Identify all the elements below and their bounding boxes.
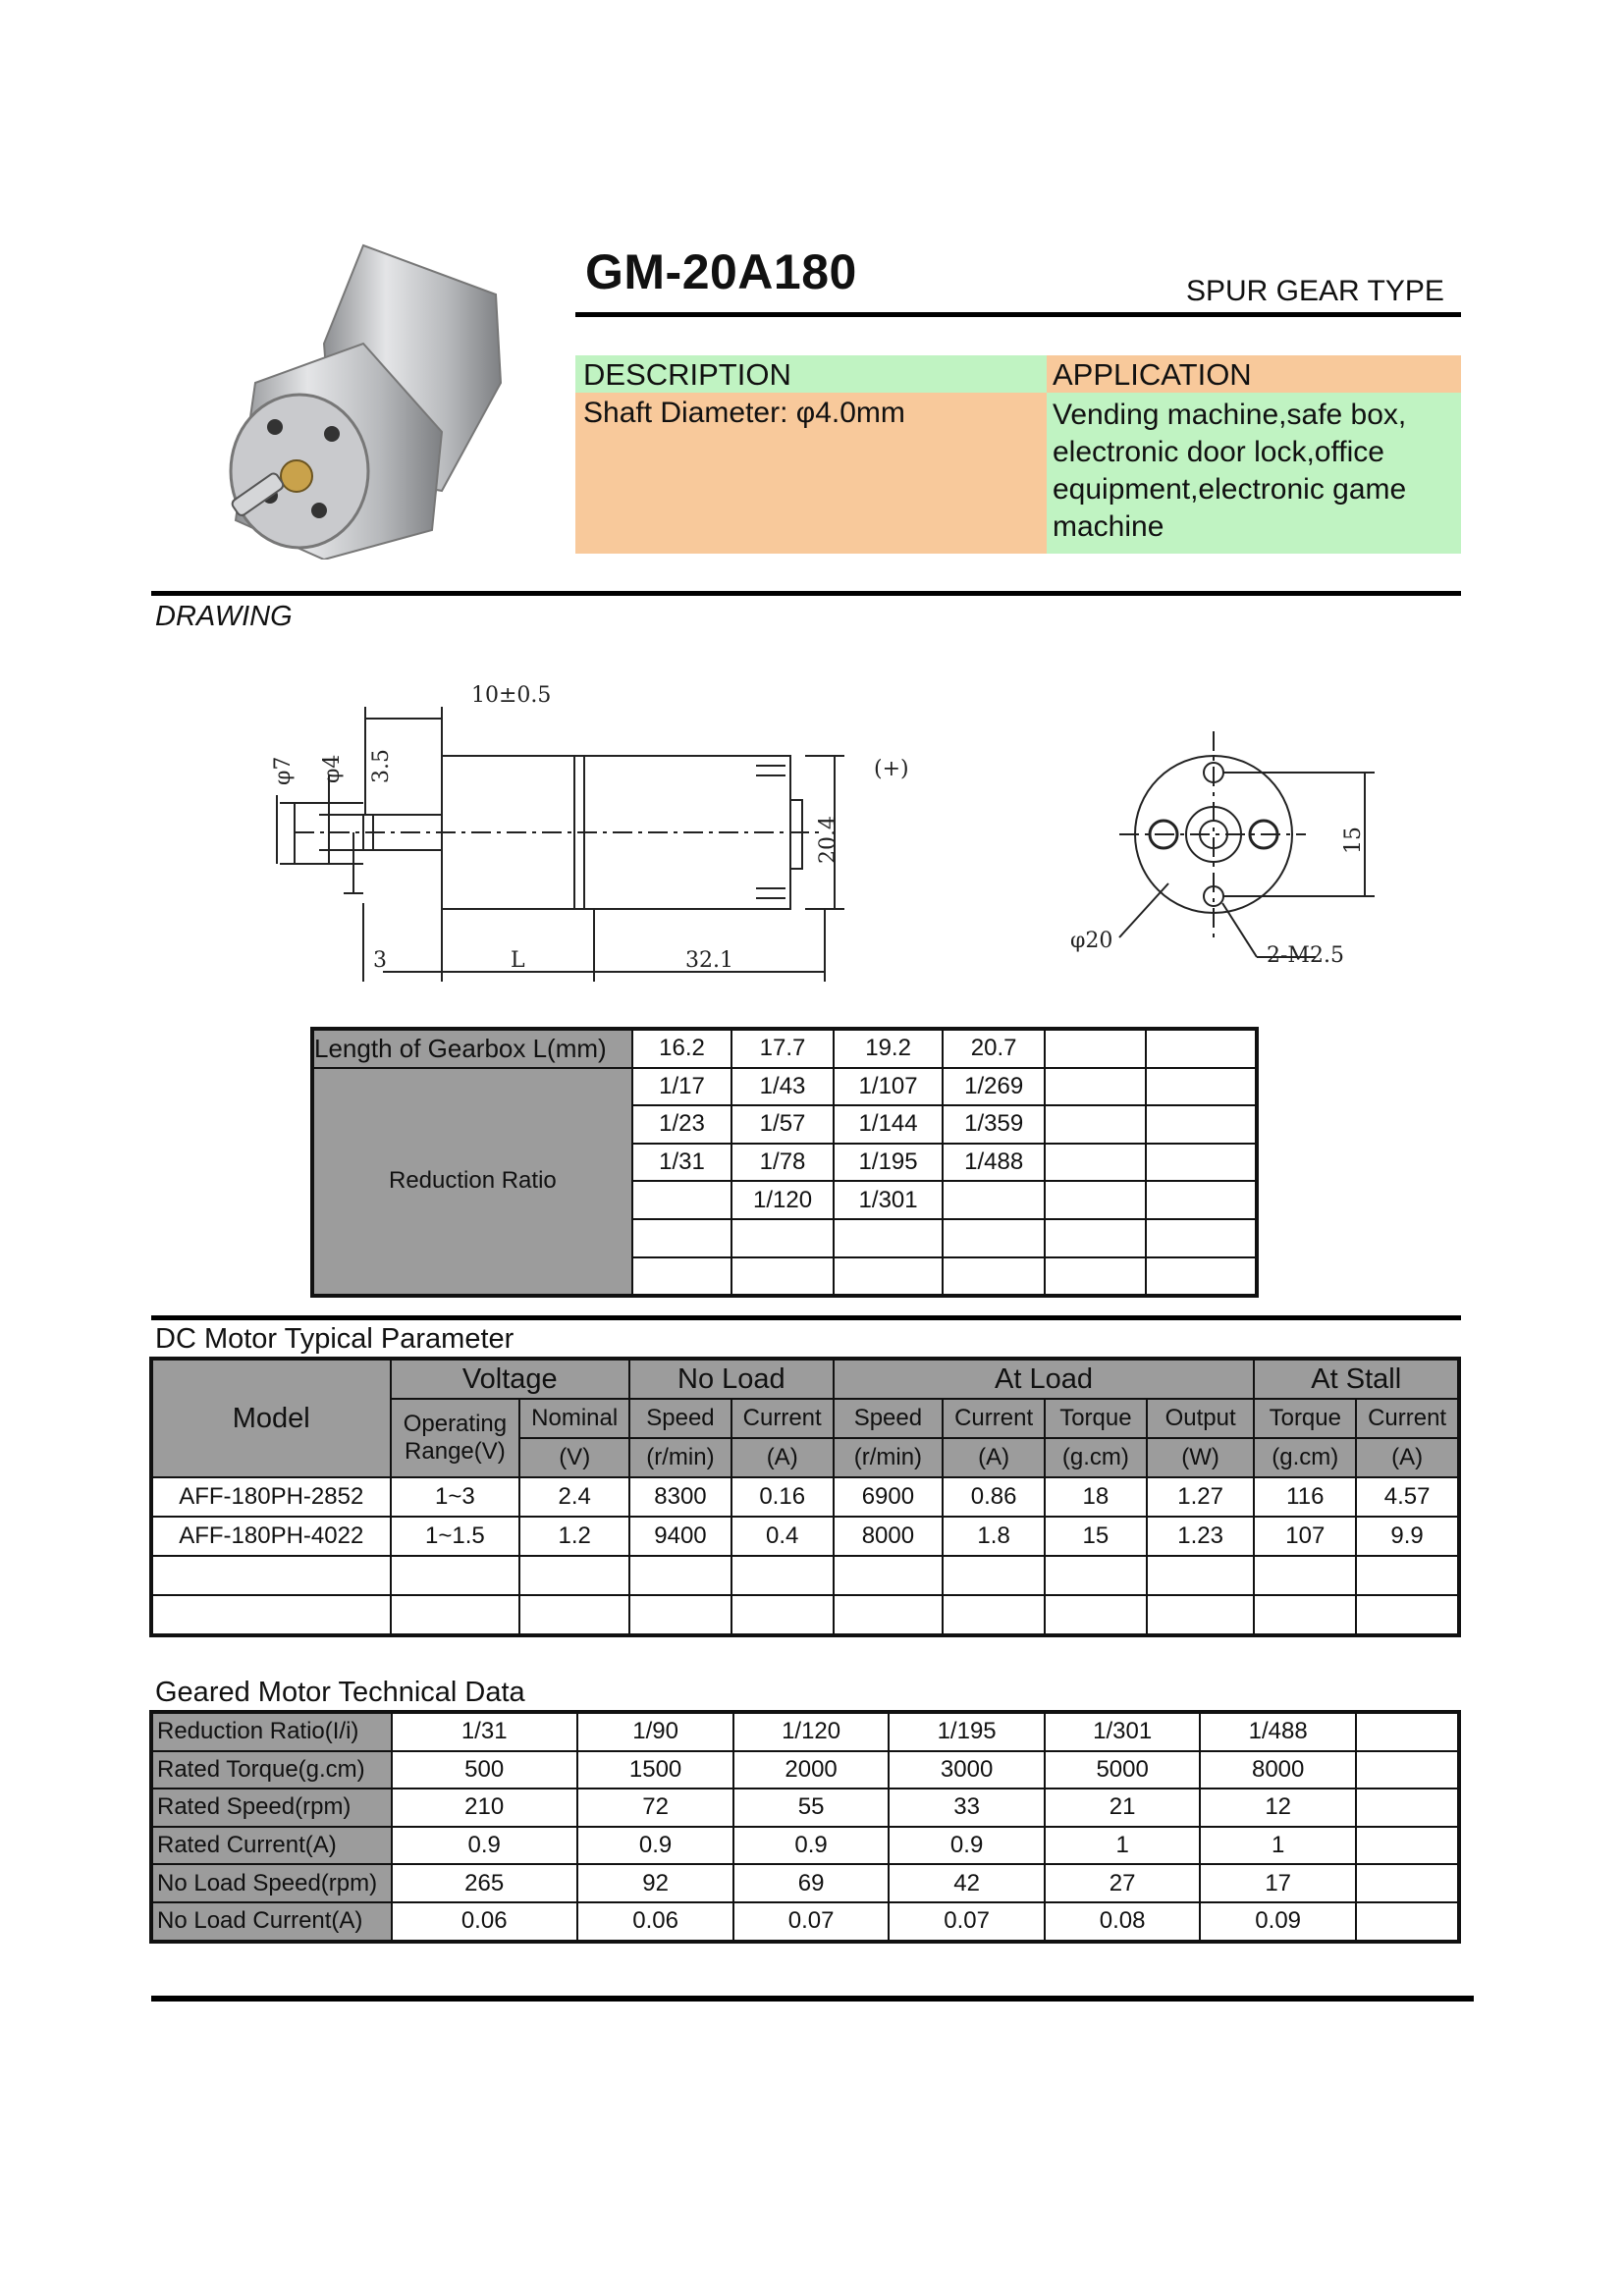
dc-cell — [731, 1595, 834, 1635]
tech-cell: 12 — [1200, 1789, 1357, 1827]
tech-cell — [1356, 1712, 1459, 1751]
ratio-cell — [632, 1181, 731, 1219]
tech-cell: 72 — [577, 1789, 733, 1827]
sub-header: Current — [1356, 1399, 1459, 1438]
tech-cell: 1/31 — [392, 1712, 577, 1751]
gearbox-length-cell: 16.2 — [632, 1029, 731, 1068]
tech-cell: 3000 — [889, 1751, 1046, 1789]
ratio-cell — [632, 1257, 731, 1297]
gearbox-length-label: Length of Gearbox L(mm) — [312, 1029, 632, 1068]
dc-cell: 2.4 — [519, 1477, 629, 1517]
table-row — [151, 1864, 1459, 1902]
ratio-cell: 1/23 — [632, 1105, 731, 1144]
ratio-cell: 1/78 — [731, 1144, 834, 1182]
tech-label: Rated Speed(rpm) — [151, 1789, 392, 1827]
ratio-cell — [1045, 1068, 1146, 1106]
ratio-cell — [731, 1219, 834, 1257]
ratio-cell: 1/107 — [834, 1068, 944, 1106]
table-row — [151, 1827, 1459, 1865]
dc-cell — [1356, 1595, 1459, 1635]
tech-cell: 0.9 — [889, 1827, 1046, 1865]
dc-parameter-table — [149, 1357, 1461, 1637]
dc-cell: 116 — [1254, 1477, 1356, 1517]
dc-cell: 107 — [1254, 1517, 1356, 1556]
at-load-header: At Load — [834, 1359, 1255, 1399]
dc-cell — [1045, 1556, 1147, 1595]
no-load-header: No Load — [629, 1359, 834, 1399]
gearbox-length-cell — [1146, 1029, 1257, 1068]
ratio-cell: 1/31 — [632, 1144, 731, 1182]
dc-cell: 1.2 — [519, 1517, 629, 1556]
ratio-cell: 1/43 — [731, 1068, 834, 1106]
tech-label: No Load Speed(rpm) — [151, 1864, 392, 1902]
table-row — [151, 1712, 1459, 1751]
voltage-header: Voltage — [391, 1359, 630, 1399]
tech-label: Reduction Ratio(I/i) — [151, 1712, 392, 1751]
ratio-cell — [943, 1219, 1045, 1257]
gearbox-length-cell: 17.7 — [731, 1029, 834, 1068]
dc-section-title: DC Motor Typical Parameter — [155, 1323, 514, 1355]
tech-label: Rated Torque(g.cm) — [151, 1751, 392, 1789]
dc-cell: 9400 — [629, 1517, 731, 1556]
dc-cell: 1.8 — [943, 1517, 1045, 1556]
gearbox-table — [310, 1027, 1259, 1298]
header-rule — [575, 312, 1461, 317]
tech-cell: 1/301 — [1045, 1712, 1200, 1751]
ratio-cell: 1/301 — [834, 1181, 944, 1219]
dc-cell — [629, 1556, 731, 1595]
drawing-label: DRAWING — [155, 601, 293, 632]
dc-cell: 18 — [1045, 1477, 1147, 1517]
dim-32-1: 32.1 — [685, 948, 733, 973]
section-rule — [151, 591, 1461, 596]
sub-header: Torque — [1045, 1399, 1147, 1438]
tech-cell: 1/90 — [577, 1712, 733, 1751]
ratio-cell: 1/144 — [834, 1105, 944, 1144]
tech-cell: 0.09 — [1200, 1902, 1357, 1942]
geared-motor-table — [149, 1710, 1461, 1944]
unit-header: (g.cm) — [1254, 1438, 1356, 1477]
dim-L: L — [511, 948, 525, 973]
tech-cell: 55 — [733, 1789, 889, 1827]
unit-header: (V) — [519, 1438, 629, 1477]
dc-cell — [1254, 1556, 1356, 1595]
tech-cell: 1 — [1200, 1827, 1357, 1865]
range-label: Range(V) — [405, 1438, 506, 1465]
dim-shaft-length: 10±0.5 — [471, 683, 552, 708]
application-line: Vending machine,safe box, — [1053, 399, 1407, 431]
table-row — [151, 1595, 1459, 1635]
dc-cell — [151, 1556, 391, 1595]
tech-cell: 33 — [889, 1789, 1046, 1827]
unit-header: (A) — [943, 1438, 1045, 1477]
dc-cell: AFF-180PH-4022 — [151, 1517, 391, 1556]
unit-header: (A) — [1356, 1438, 1459, 1477]
dc-cell: 1~3 — [391, 1477, 520, 1517]
tech-cell: 0.06 — [577, 1902, 733, 1942]
dc-cell: 1.27 — [1147, 1477, 1255, 1517]
dc-cell — [834, 1556, 944, 1595]
ratio-cell — [943, 1257, 1045, 1297]
application-line: electronic door lock,office — [1053, 436, 1384, 468]
unit-header: (g.cm) — [1045, 1438, 1147, 1477]
dc-cell — [1356, 1556, 1459, 1595]
dim-d7: φ7 — [271, 756, 296, 785]
ratio-cell: 1/488 — [943, 1144, 1045, 1182]
ratio-cell — [1045, 1181, 1146, 1219]
tech-cell: 0.06 — [392, 1902, 577, 1942]
tech-cell: 1/488 — [1200, 1712, 1357, 1751]
dc-cell — [519, 1595, 629, 1635]
unit-header: (W) — [1147, 1438, 1255, 1477]
sub-header: Output — [1147, 1399, 1255, 1438]
description-heading: DESCRIPTION — [575, 355, 1047, 393]
ratio-cell — [632, 1219, 731, 1257]
tech-cell: 1 — [1045, 1827, 1200, 1865]
tech-label: Rated Current(A) — [151, 1827, 392, 1865]
ratio-cell — [1045, 1219, 1146, 1257]
tech-cell: 92 — [577, 1864, 733, 1902]
tech-cell: 0.9 — [733, 1827, 889, 1865]
dc-cell — [731, 1556, 834, 1595]
ratio-cell — [1146, 1068, 1257, 1106]
dc-cell: 0.86 — [943, 1477, 1045, 1517]
application-heading: APPLICATION — [1047, 355, 1461, 393]
unit-header: (r/min) — [629, 1438, 731, 1477]
gearbox-length-cell: 19.2 — [834, 1029, 944, 1068]
operating-label: Operating — [403, 1411, 508, 1437]
product-type: SPUR GEAR TYPE — [1186, 275, 1444, 307]
dim-3: 3 — [373, 948, 387, 973]
tech-cell: 8000 — [1200, 1751, 1357, 1789]
dim-d20: φ20 — [1070, 929, 1113, 953]
tech-section-title: Geared Motor Technical Data — [155, 1677, 525, 1708]
ratio-cell — [1146, 1105, 1257, 1144]
tech-cell: 2000 — [733, 1751, 889, 1789]
dc-cell: 0.16 — [731, 1477, 834, 1517]
tech-cell: 0.9 — [392, 1827, 577, 1865]
dim-15: 15 — [1341, 827, 1366, 854]
tech-cell: 17 — [1200, 1864, 1357, 1902]
dc-cell — [151, 1595, 391, 1635]
tech-cell — [1356, 1751, 1459, 1789]
ratio-cell: 1/195 — [834, 1144, 944, 1182]
dim-20-4: 20.4 — [816, 816, 840, 864]
dc-cell — [943, 1595, 1045, 1635]
ratio-cell — [834, 1257, 944, 1297]
footer-rule — [151, 1996, 1474, 2002]
dim-m2-5: 2-M2.5 — [1267, 943, 1344, 968]
dc-cell: 8300 — [629, 1477, 731, 1517]
tech-cell — [1356, 1864, 1459, 1902]
tech-cell: 69 — [733, 1864, 889, 1902]
operating-range-header — [391, 1399, 520, 1477]
dc-cell: 6900 — [834, 1477, 944, 1517]
technical-drawing — [196, 667, 1434, 1001]
ratio-cell — [834, 1219, 944, 1257]
sub-header: Current — [731, 1399, 834, 1438]
dc-cell: 1~1.5 — [391, 1517, 520, 1556]
ratio-cell — [731, 1257, 834, 1297]
description-text: Shaft Diameter: φ4.0mm — [575, 393, 1047, 554]
application-line: equipment,electronic game — [1053, 473, 1407, 506]
dim-3-5: 3.5 — [369, 749, 394, 783]
tech-cell: 42 — [889, 1864, 1046, 1902]
ratio-cell — [1146, 1181, 1257, 1219]
dc-cell — [1254, 1595, 1356, 1635]
ratio-cell — [1146, 1219, 1257, 1257]
tech-cell: 21 — [1045, 1789, 1200, 1827]
sub-header: Speed — [834, 1399, 944, 1438]
ratio-cell: 1/57 — [731, 1105, 834, 1144]
ratio-cell — [1045, 1257, 1146, 1297]
dc-cell — [943, 1556, 1045, 1595]
sub-header: Speed — [629, 1399, 731, 1438]
reduction-ratio-label: Reduction Ratio — [312, 1068, 632, 1297]
dc-cell — [391, 1556, 520, 1595]
table-row — [151, 1751, 1459, 1789]
tech-label: No Load Current(A) — [151, 1902, 392, 1942]
dc-cell — [834, 1595, 944, 1635]
tech-cell: 0.9 — [577, 1827, 733, 1865]
page-title: GM-20A180 — [585, 244, 857, 299]
dc-cell: 9.9 — [1356, 1517, 1459, 1556]
dim-d4: φ4 — [320, 754, 345, 783]
ratio-cell: 1/359 — [943, 1105, 1045, 1144]
tech-cell: 1/120 — [733, 1712, 889, 1751]
tech-cell: 0.07 — [733, 1902, 889, 1942]
tech-cell: 1500 — [577, 1751, 733, 1789]
application-line: machine — [1053, 510, 1164, 543]
dc-cell: AFF-180PH-2852 — [151, 1477, 391, 1517]
at-stall-header: At Stall — [1254, 1359, 1459, 1399]
table-row — [151, 1902, 1459, 1942]
dc-cell — [1045, 1595, 1147, 1635]
tech-cell: 27 — [1045, 1864, 1200, 1902]
dc-cell — [391, 1595, 520, 1635]
section-rule — [151, 1315, 1461, 1320]
tech-cell: 1/195 — [889, 1712, 1046, 1751]
dc-cell: 8000 — [834, 1517, 944, 1556]
dc-cell: 0.4 — [731, 1517, 834, 1556]
gearbox-length-cell — [1045, 1029, 1146, 1068]
dc-cell — [1147, 1595, 1255, 1635]
sub-header: Nominal — [519, 1399, 629, 1438]
dc-cell — [629, 1595, 731, 1635]
model-header: Model — [151, 1359, 391, 1477]
sub-header: Current — [943, 1399, 1045, 1438]
ratio-cell — [1045, 1105, 1146, 1144]
sub-header: Torque — [1254, 1399, 1356, 1438]
tech-cell — [1356, 1827, 1459, 1865]
ratio-cell: 1/269 — [943, 1068, 1045, 1106]
unit-header: (r/min) — [834, 1438, 944, 1477]
motor-photo — [216, 236, 511, 560]
tech-cell: 210 — [392, 1789, 577, 1827]
tech-cell: 500 — [392, 1751, 577, 1789]
dc-cell — [519, 1556, 629, 1595]
ratio-cell: 1/17 — [632, 1068, 731, 1106]
table-row — [151, 1556, 1459, 1595]
dc-cell — [1147, 1556, 1255, 1595]
dim-plus: (+) — [874, 757, 909, 781]
dc-cell: 4.57 — [1356, 1477, 1459, 1517]
table-row — [151, 1517, 1459, 1556]
gearbox-length-cell: 20.7 — [943, 1029, 1045, 1068]
dc-cell: 15 — [1045, 1517, 1147, 1556]
tech-cell: 0.08 — [1045, 1902, 1200, 1942]
ratio-cell: 1/120 — [731, 1181, 834, 1219]
tech-cell — [1356, 1902, 1459, 1942]
dc-cell: 1.23 — [1147, 1517, 1255, 1556]
application-text — [1047, 393, 1461, 554]
unit-header: (A) — [731, 1438, 834, 1477]
ratio-cell — [943, 1181, 1045, 1219]
tech-cell — [1356, 1789, 1459, 1827]
tech-cell: 5000 — [1045, 1751, 1200, 1789]
ratio-cell — [1146, 1144, 1257, 1182]
table-row — [151, 1477, 1459, 1517]
tech-cell: 265 — [392, 1864, 577, 1902]
table-row — [151, 1789, 1459, 1827]
ratio-cell — [1045, 1144, 1146, 1182]
ratio-cell — [1146, 1257, 1257, 1297]
tech-cell: 0.07 — [889, 1902, 1046, 1942]
